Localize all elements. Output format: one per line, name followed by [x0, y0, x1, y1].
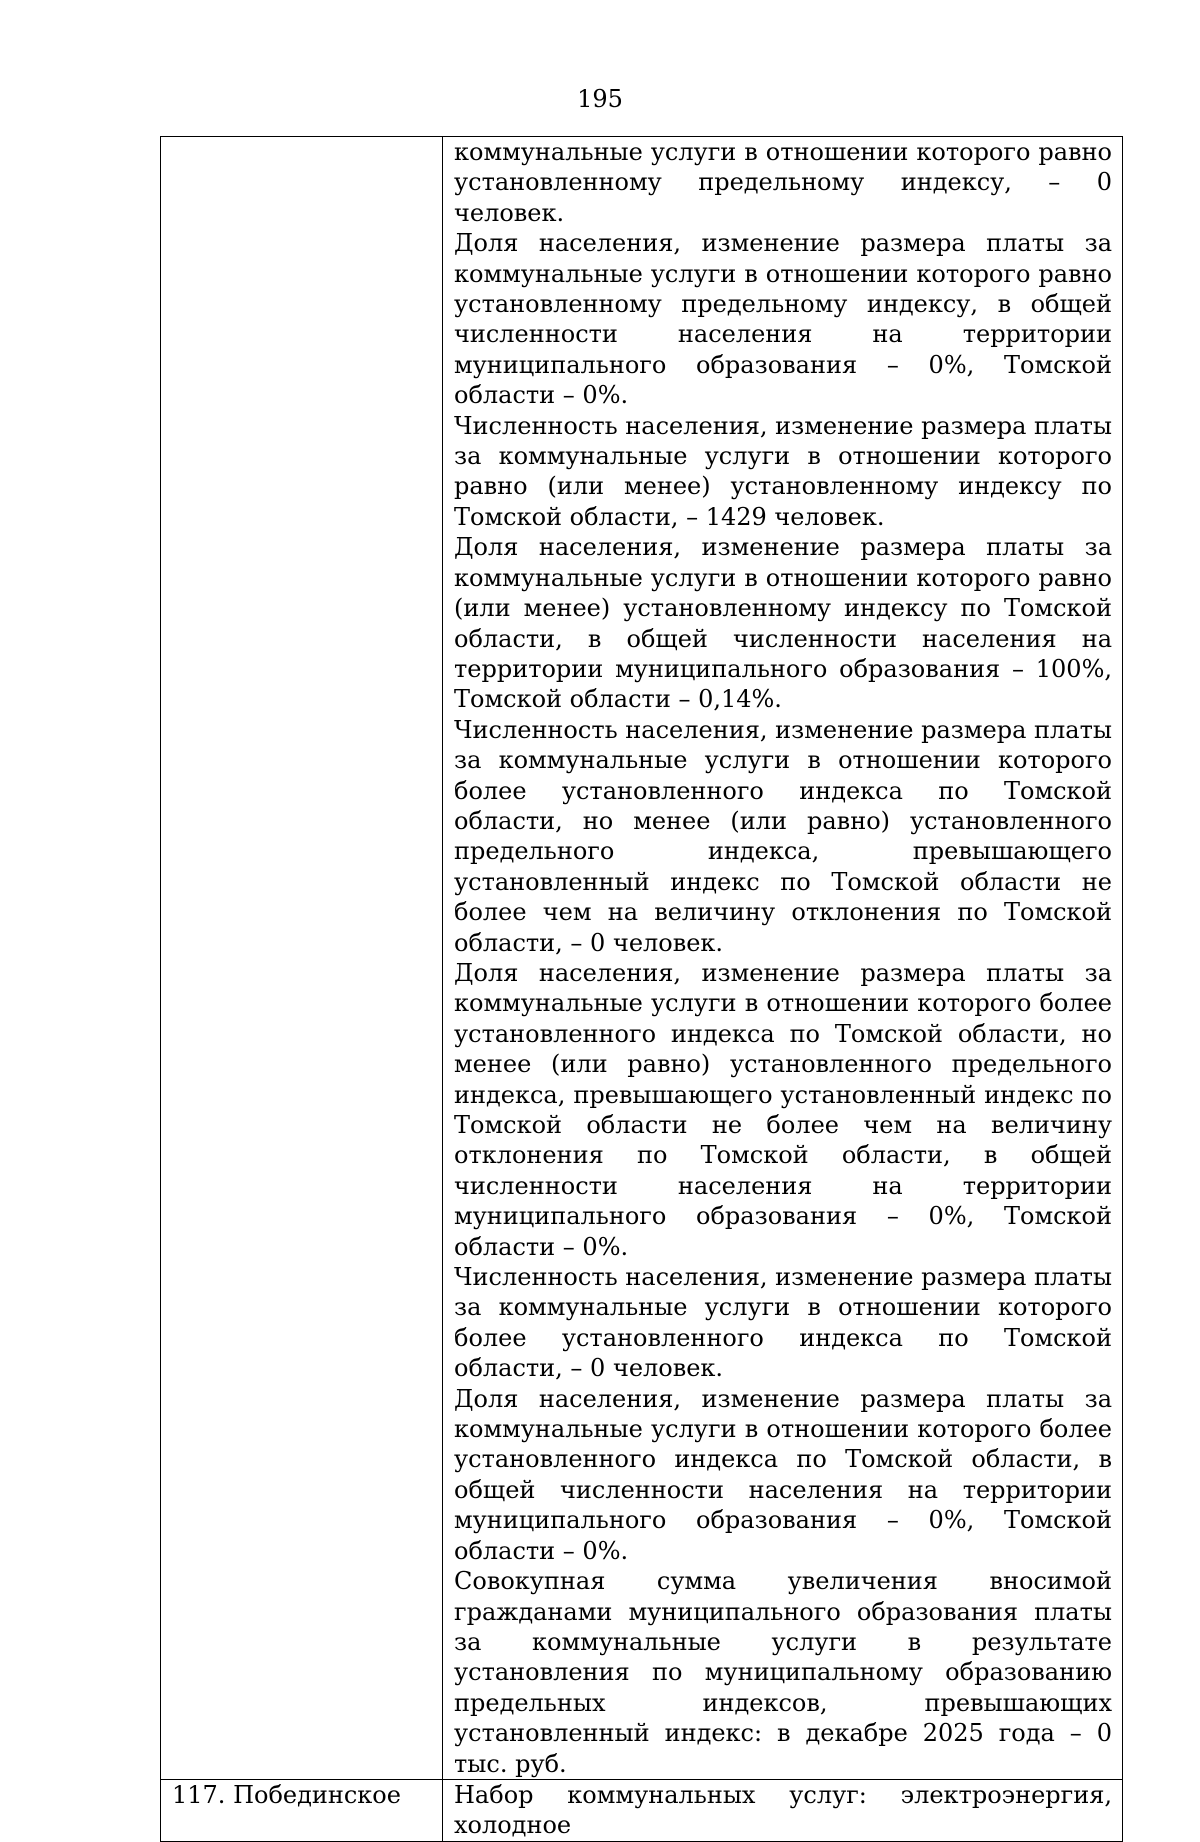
paragraph: коммунальные услуги в отношении которого равно установленному предельному индексу, – 0 человек.	[454, 138, 1112, 227]
table-row	[161, 137, 1123, 1780]
municipality-cell	[161, 137, 443, 1780]
municipality-label: 117. Побединское	[172, 1780, 401, 1809]
table-row	[161, 1779, 1123, 1841]
municipality-cell	[161, 1779, 443, 1841]
paragraph: Численность населения, изменение размера платы за коммунальные услуги в отношении которого равно (или менее) установленному индексу по Томской области, – 1429 человек.	[454, 411, 1112, 531]
paragraph: Совокупная сумма увеличения вносимой гражданами муниципального образования платы за коммунальные услуги в результате установления по муниципальному образованию предельных индексов, превышающих установленный индекс: в декабре 2025 года – 0 тыс. руб.	[454, 1567, 1112, 1778]
paragraph: Доля населения, изменение размера платы за коммунальные услуги в отношении которого более установленного индекса по Томской области, но менее (или равно) установленного предельного индекса, превышающего установленный индекс по Томской области не более чем на величину отклонения по Томской области, в общей численности населения на территории муниципального образования – 0%, Томской области – 0%.	[454, 958, 1112, 1261]
paragraph: Набор коммунальных услуг: электроэнергия, холодное	[454, 1780, 1112, 1840]
paragraph: Численность населения, изменение размера платы за коммунальные услуги в отношении которого более установленного индекса по Томской области, но менее (или равно) установленного предельного индекса, превышающего установленный индекс по Томской области не более чем на величину отклонения по Томской области, – 0 человек.	[454, 715, 1112, 957]
indicators-cell	[443, 137, 1123, 1780]
paragraph: Численность населения, изменение размера платы за коммунальные услуги в отношении которого более установленного индекса по Томской области, – 0 человек.	[454, 1263, 1112, 1383]
municipality-table	[160, 136, 1123, 1842]
indicators-cell	[443, 1779, 1123, 1841]
page-number: 195	[577, 85, 623, 113]
paragraph: Доля населения, изменение размера платы за коммунальные услуги в отношении которого более установленного индекса по Томской области, в общей численности населения на территории муниципального образования – 0%, Томской области – 0%.	[454, 1384, 1112, 1565]
paragraph: Доля населения, изменение размера платы за коммунальные услуги в отношении которого равно установленному предельному индексу, в общей численности населения на территории муниципального образования – 0%, Томской области – 0%.	[454, 229, 1112, 410]
paragraph: Доля населения, изменение размера платы за коммунальные услуги в отношении которого равно (или менее) установленному индексу по Томской области, в общей численности населения на территории муниципального образования – 100%, Томской области – 0,14%.	[454, 533, 1112, 714]
